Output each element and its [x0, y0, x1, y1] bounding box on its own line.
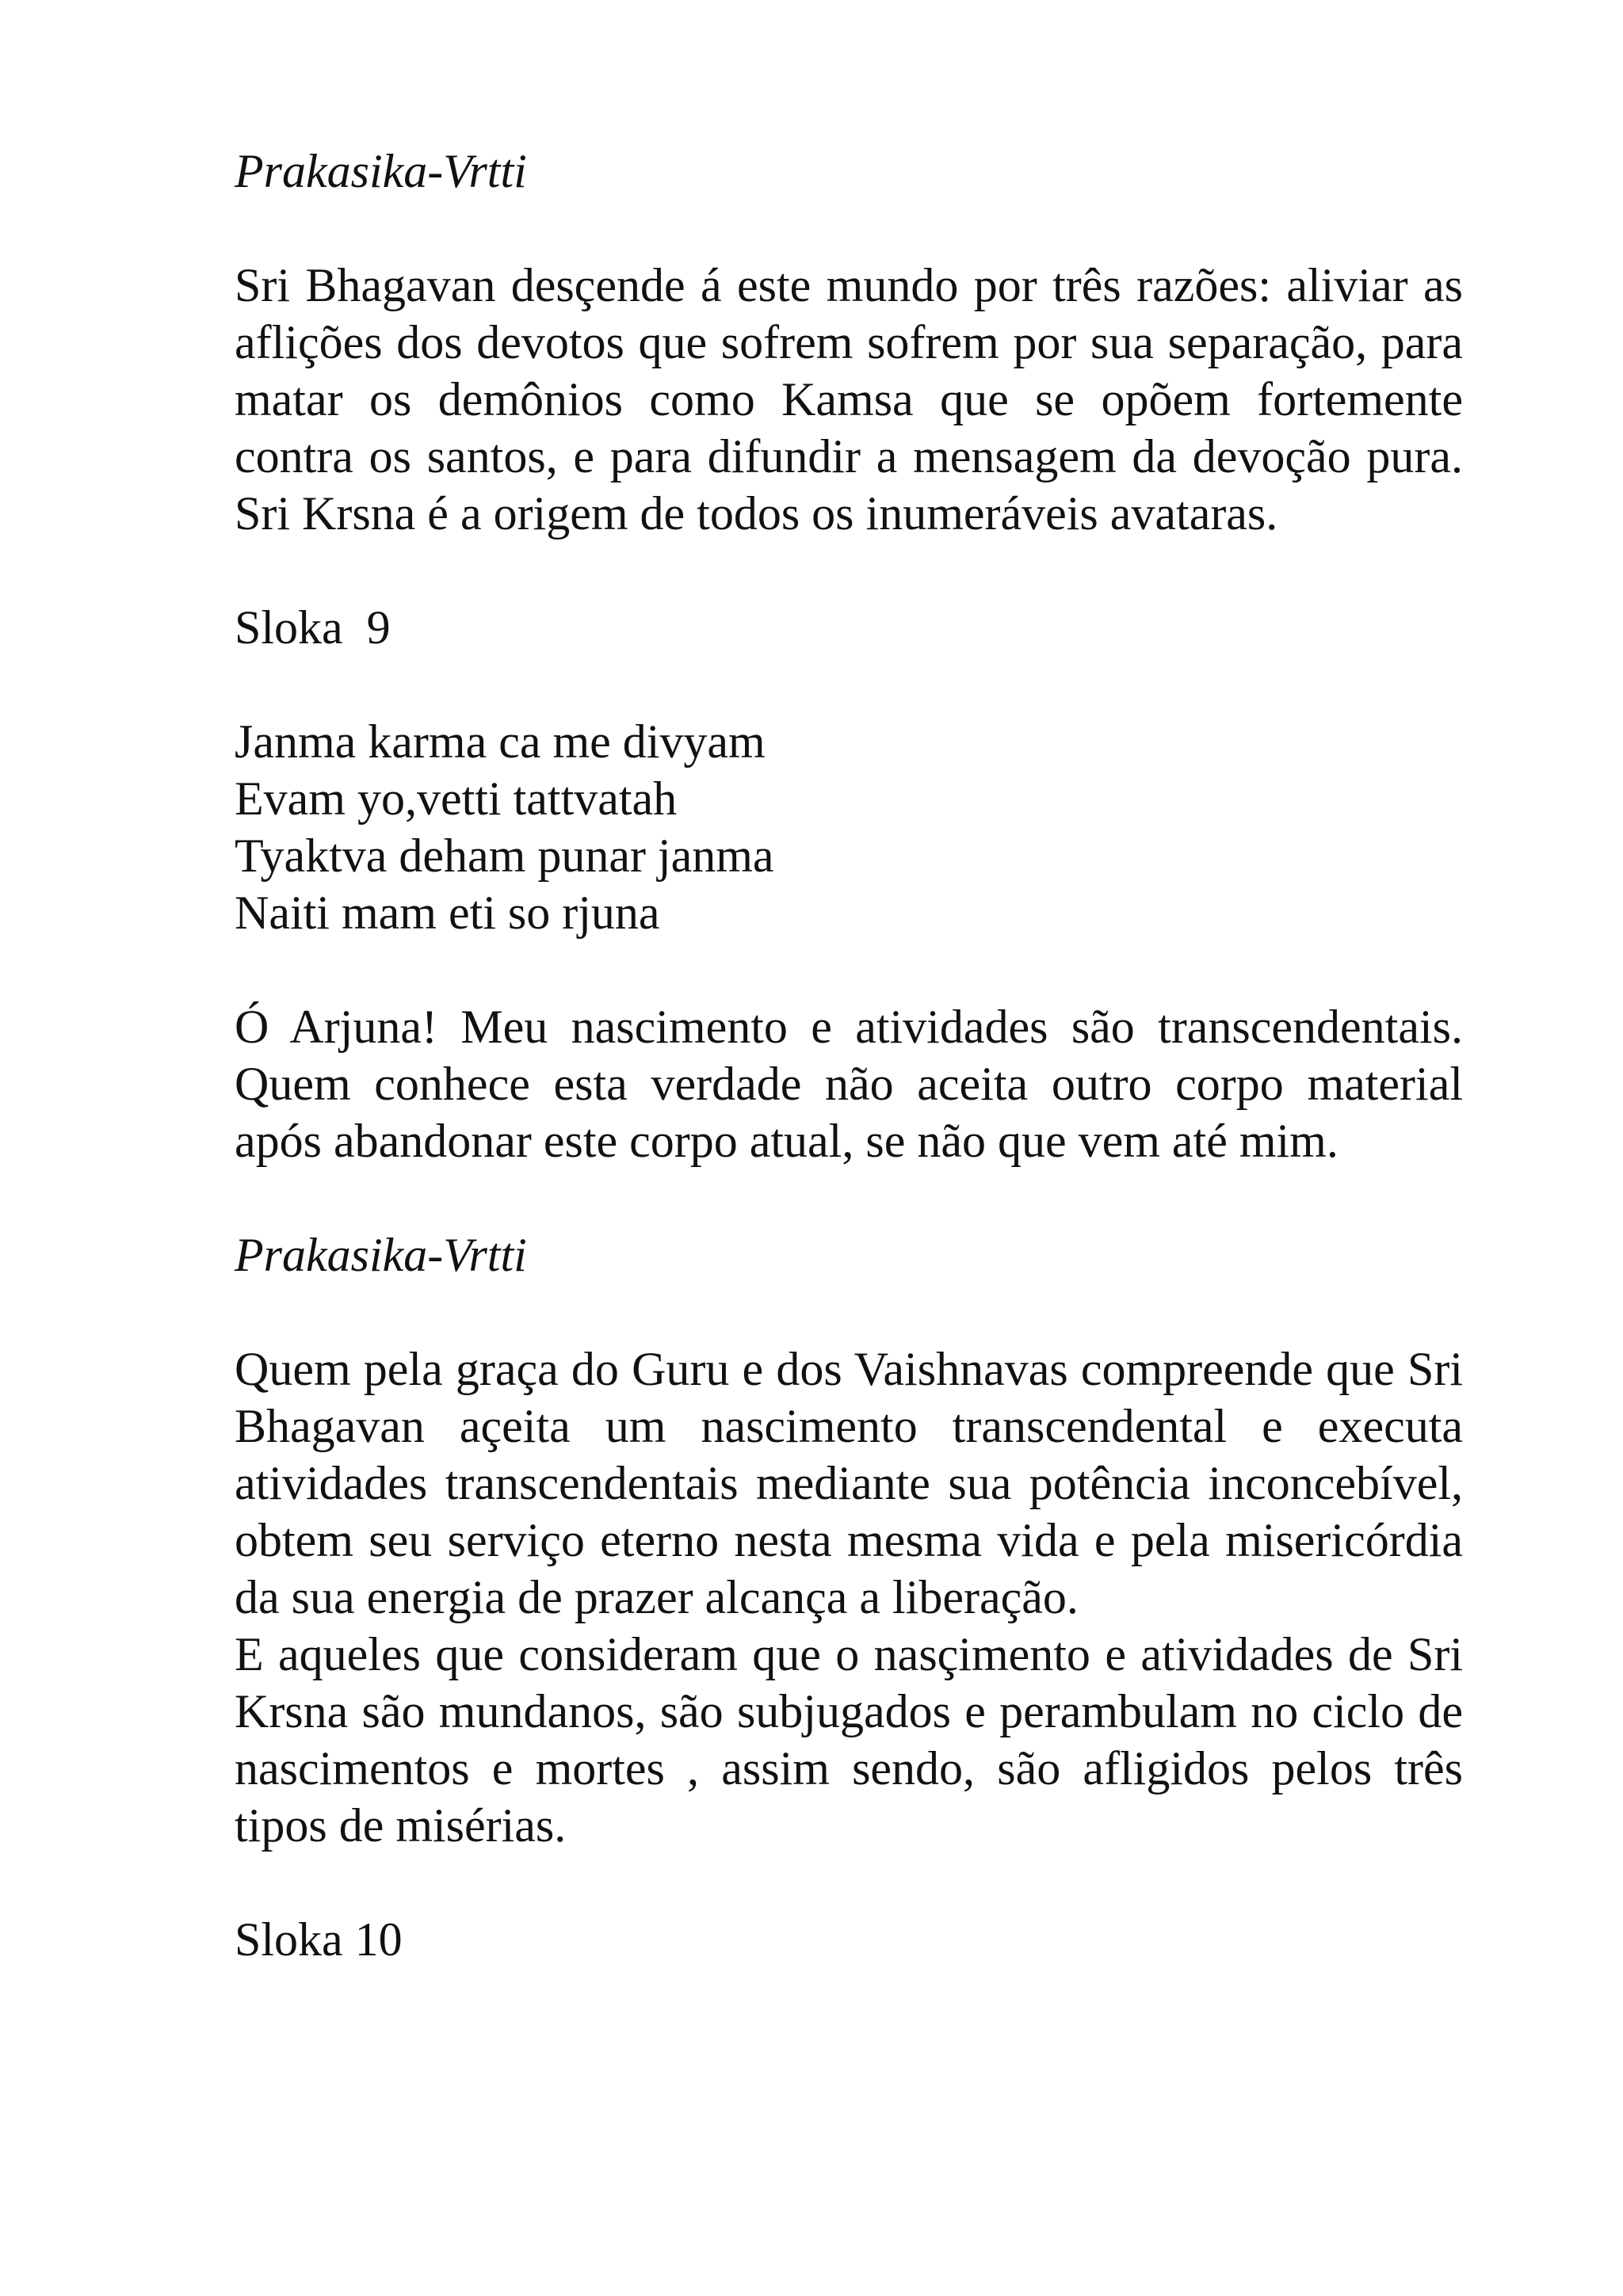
section-heading-prakasika-vrtti: Prakasika-Vrtti — [235, 1229, 527, 1281]
spacer — [235, 656, 1463, 713]
spacer — [235, 941, 1463, 998]
spacer — [235, 1169, 1463, 1226]
document-page — [235, 143, 1463, 1968]
spacer — [235, 200, 1463, 257]
section-heading-prakasika-vrtti: Prakasika-Vrtti — [235, 145, 527, 197]
commentary-paragraph: E aqueles que consideram que o nasçimento e atividades de Sri Krsna são mundanos, são subjugados e perambulam no ciclo de nascimentos e mortes , assim sendo, são afligidos pelos três tipos de misérias. — [235, 1628, 1463, 1852]
commentary-paragraph: Sri Bhagavan desçende á este mundo por três razões: aliviar as aflições dos devotos que sofrem sofrem por sua separação, para matar os demônios como Kamsa que se opõem fortemente contra os santos, e para difundir a mensagem da devoção pura. Sri Krsna é a origem de todos os inumeráveis avataras. — [235, 259, 1463, 540]
spacer — [235, 1283, 1463, 1341]
sloka-9-heading: Sloka 9 — [235, 601, 391, 654]
verse-line: Evam yo,vetti tattvatah — [235, 772, 678, 825]
sanskrit-verse — [235, 713, 1463, 941]
verse-line: Naiti mam eti so rjuna — [235, 887, 660, 939]
spacer — [235, 1854, 1463, 1911]
sloka-10-heading: Sloka 10 — [235, 1913, 403, 1966]
verse-translation: Ó Arjuna! Meu nascimento e atividades são transcendentais. Quem conhece esta verdade não aceita outro corpo material após abandonar este corpo atual, se não que vem até mim. — [235, 1001, 1463, 1167]
verse-line: Tyaktva deham punar janma — [235, 830, 774, 882]
commentary-paragraph: Quem pela graça do Guru e dos Vaishnavas compreende que Sri Bhagavan açeita um nascimento transcendental e executa atividades transcendentais mediante sua potência inconcebível, obtem seu serviço eterno nesta mesma vida e pela misericórdia da sua energia de prazer alcança a liberação. — [235, 1343, 1463, 1623]
spacer — [235, 542, 1463, 599]
verse-line: Janma karma ca me divyam — [235, 715, 766, 768]
